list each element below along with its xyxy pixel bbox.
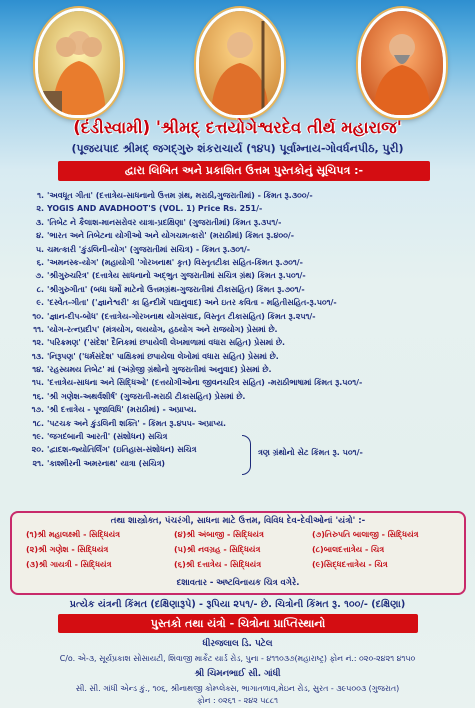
page-title: (દંડીસ્વામી) 'શ્રીમદ્ દત્તયોગેશ્વરદેવ તીર્થ મહારાજ'	[73, 118, 402, 137]
book-list-item	[14, 323, 464, 336]
book-text: 'અવધૂત ગીતા' (દત્તાત્રેય-સાધનાનો ઉત્તમ ગ્રંથ, મરાઠી,ગુજરાતીમાં) - કિંમત રૂ.૩૦૦/-	[47, 191, 313, 200]
book-text: 'પરિક્રમણ' ('સંદેશ' દૈનિકમાં છપાયેલી લેખમાળામાં વધારા સહિત) પ્રેસમાં છે.	[47, 338, 286, 348]
yantra-item: (૮)બાલદત્તાત્રેય - ચિત્ર	[312, 545, 385, 554]
book-text: 'શ્રીગુરુગીતા' (બધા ધર્મો માટેનો ઉત્તમગ્રંથ-ગુજરાતીમાં ટીકાસહિત) કિંમત રૂ.૭૦૧/-	[47, 284, 305, 294]
book-text: 'શ્રી ગણેશ-અથર્વશીર્ષ' (ગુજરાતી-મરાઠી ટીકાસહિત) પ્રેસમાં છે.	[47, 391, 246, 401]
catalog-banner: દ્વારા લિખિત અને પ્રકાશિત ઉત્તમ પુસ્તકોનું સૂચિપત્ર :-	[58, 161, 430, 181]
yantra-item: (૧)શ્રી મહાલક્ષ્મી - સિદ્ધિયંત્ર	[26, 530, 121, 539]
book-text: 'તિબેટ ને કૈલાશ-માનસરોવર યાત્રા-પ્રદક્ષિણા' (ગુજરાતીમાં) કિંમત રૂ.૩૫૧/-	[47, 217, 282, 227]
yantra-item: (૪)શ્રી અંબાજી - સિદ્ધિયંત્ર	[174, 530, 264, 539]
dattatreya-portrait-image	[35, 8, 123, 118]
book-list-item	[14, 269, 464, 282]
book-number: ૧૮.	[32, 418, 44, 428]
book-number: ૯.	[36, 298, 44, 308]
book-number: ૧૪.	[32, 365, 44, 375]
book-number: ૧૩.	[31, 351, 44, 361]
book-text: 'યોગ-રત્નપ્રદીપ' (મંત્રયોગ, લયયોગ, હઠયોગ અને રાજયોગ) પ્રેસમાં છે.	[47, 324, 278, 334]
yantra-heading: તથા શાસ્ત્રોક્ત, પંચરંગી, સાધના માટે ઉત્તમ, વિવિધ દેવ-દેવીઓનાં 'યંત્રો' :-	[110, 516, 366, 526]
book-list-item	[14, 243, 464, 256]
book-text: 'દ્વાદશ-જ્યોતિર્લિંગ' (ઇતિહાસ-સંશોધન) સચિત્ર	[47, 445, 197, 455]
book-text: 'દત્તાત્રેય-સાધના અને સિદ્ધિઓ' (દત્તયોગીઓના જીવનચરિત્ર સહિત) -મરાઠીભાષામાં કિંમત રૂ.૫૦૧/-	[47, 378, 363, 388]
book-list-item	[14, 336, 464, 349]
book-number: ૧૭.	[31, 405, 44, 415]
book-number: ૧૫.	[31, 378, 44, 388]
book-list-item	[14, 430, 464, 443]
book-list-item	[14, 229, 464, 242]
book-number: ૧૧.	[33, 324, 44, 334]
book-list-item	[14, 390, 464, 403]
guru-portrait-image	[358, 8, 446, 118]
book-list-item	[14, 202, 464, 215]
book-list-item	[14, 350, 464, 363]
book-number: ૭.	[35, 271, 44, 281]
book-number: ૫.	[35, 244, 44, 254]
yantra-item: (૬)શ્રી દત્તાત્રેય - સિદ્ધિયંત્ર	[174, 560, 262, 569]
book-list-item	[14, 417, 464, 430]
book-number: ૨૦.	[31, 445, 44, 455]
book-list-item	[14, 443, 464, 456]
book-number: ૨૧.	[32, 458, 44, 468]
book-text: YOGIS AND AVADHOOT'S (VOL. 1) Price Rs. 251/-	[47, 204, 263, 214]
book-list-item	[14, 363, 464, 376]
book-text: 'નિરૂપણ' ('ધર્મસંદેશ' પાક્ષિકમાં છપાયેલા લેખોમાં વધારા સહિત) પ્રેસમાં છે.	[47, 351, 279, 361]
book-list-item	[14, 296, 464, 309]
page-subtitle: (પૂજયપાદ શ્રીમદ્ જગદ્ગુરુ શંકરાચાર્ય (૧૪૫) પૂર્વામ્નાય-ગોવર્ધનપીઠ, પુરી)	[71, 142, 404, 155]
book-list-item	[14, 376, 464, 389]
book-text: 'જગદંબાની આરતી' (સંશોધન) સચિત્ર	[47, 432, 168, 442]
contact-address: C/o. એ-૩, સૂર્યપ્રકાશ સોસાયટી, શિવાજી માર્કેટ યાર્ડ રોડ, પુના - ૪૧૧૦૩૭(મહારાષ્ટ્ર) ફોન નં.: ૦૨૦-૨૪૨૧ ૪૧૫૦	[59, 654, 416, 663]
book-number: ૨.	[36, 204, 44, 214]
book-number: ૪.	[36, 231, 44, 241]
yantra-footer: દશાવતાર - અષ્ટવિનાયક ચિત્ર વગેરે.	[176, 577, 300, 587]
book-text: ચમત્કારી 'કુંડલિની-યોગ' (ગુજરાતીમાં સચિત્ર) - કિંમત રૂ.૩૦૧/-	[47, 244, 251, 254]
book-number: ૬.	[36, 257, 44, 267]
book-list-item	[14, 403, 464, 416]
yantra-item: (૨)શ્રી ગણેશ - સિદ્ધિયંત્ર	[26, 545, 109, 554]
book-text: 'રહસ્યમય તિબેટ' માં (અંગ્રેજી ગ્રંથોનો ગુજરાતીમાં અનુવાદ) પ્રેસમાં છે.	[47, 365, 272, 375]
contact-address: સી. સી. ગાંધી એન્ડ કું., ૧૦૬, શ્રીનાથજી કોમ્પ્લેક્સ, ભાગાતળાવ,મેઇન રોડ, સુરત - ૩૯૫૦૦૩ (ગુજરાત)	[75, 684, 400, 693]
shankaracharya-portrait-image	[196, 8, 284, 118]
yantra-box	[10, 511, 466, 595]
yantra-item: (૩)શ્રી ગાયત્રી - સિદ્ધિયંત્ર	[26, 560, 112, 569]
book-text: 'અમનસ્ક-યોગ' (મહાયોગી 'ગોરખનાથ' કૃત) વિસ્તૃતટીકા સહિત-કિંમત રૂ.૭૦૧/-	[47, 257, 303, 267]
book-list-item	[14, 216, 464, 229]
book-number: ૩.	[35, 217, 44, 227]
book-number: ૧૬.	[32, 391, 44, 401]
book-text: 'શ્રીગુરુચરિત્ર' (દત્તાત્રેય સાધનાનો અદ્ભુત ગુજરાતીમાં સચિત્ર ગ્રંથ) કિંમત રૂ.૫૦૧/-	[47, 271, 306, 281]
book-list-item	[14, 256, 464, 269]
book-text: 'દસ્વેત-ગીતા' ('જ્ઞાનેશ્વરી' કા હિન્દીમેં પદ્યાનુવાદ) અને ઇતર કવિતા - મહિતીસહિત-રૂ.૫૦૧/-	[47, 298, 337, 308]
book-number: ૧૦.	[32, 311, 44, 321]
availability-banner: પુસ્તકો તથા યંત્રો - ચિત્રોના પ્રાપ્તિસ્થાનો	[58, 614, 418, 633]
yantra-item: (૭)તિરુપતિ બાલાજી - સિદ્ધિયંત્ર	[312, 530, 419, 539]
book-list	[14, 189, 464, 470]
book-number: ૧૨.	[32, 338, 44, 348]
book-text: 'જ્ઞાન-દીપ-બોધ' (દત્તાત્રેય-ગોરખનાથ યોગસંવાદ, વિસ્તૃત ટીકાસહિત) કિંમત રૂ.૨૫૧/-	[47, 311, 316, 321]
book-text: 'ભારત અને તિબેટના યોગીઓ અને યોગચમત્કારો' (મરાઠીમાં) કિંમત રૂ.૪૦૦/-	[47, 231, 294, 241]
contact-phone: ફોન : ૦૨૬૧ - ૨૪૨ ૫૮૮૧	[196, 696, 279, 705]
book-number: ૧૯.	[32, 432, 44, 442]
book-number: ૮.	[36, 284, 44, 294]
set-price-note: ત્રણ ગ્રંથોનો સેટ કિંમત રૂ. ૫૦૧/-	[258, 448, 363, 457]
book-list-item	[14, 457, 464, 470]
book-text: 'પટચક અને કુંડલિની શક્તિ' - કિંમત રૂ.૪૫૫- અપ્રાપ્ય.	[47, 418, 227, 428]
contact-name: ધીરજલાલ ડિ. પટેલ	[202, 639, 273, 649]
yantra-item: (૫)શ્રી નવગ્રહ - સિદ્ધિયંત્ર	[174, 545, 261, 554]
contact-name: શ્રી ચિમનભાઈ સી. ગાંધી	[194, 669, 281, 679]
book-text: 'કાશ્મીરની અમરનાથ' યાત્રા (સચિત્ર)	[47, 458, 166, 468]
price-note: પ્રત્યેક યંત્રની કિંમત (દક્ષિણારૂપે) - રૂપિયા ૨૫૧/- છે. ચિત્રોની કિંમત રૂ. ૧૦૦/- (દક્ષિણા)	[69, 599, 406, 610]
book-list-item	[14, 310, 464, 323]
set-bracket	[242, 435, 251, 475]
yantra-item: (૯)સિદ્ધદત્તાત્રેય - ચિત્ર	[312, 560, 388, 569]
book-list-item	[14, 189, 464, 202]
book-text: 'શ્રી દત્તાત્રેય - પૂજાવિધિ' (મરાઠીમાં) - અપ્રાપ્ય.	[47, 405, 197, 415]
book-list-item	[14, 283, 464, 296]
book-number: ૧.	[37, 191, 44, 200]
